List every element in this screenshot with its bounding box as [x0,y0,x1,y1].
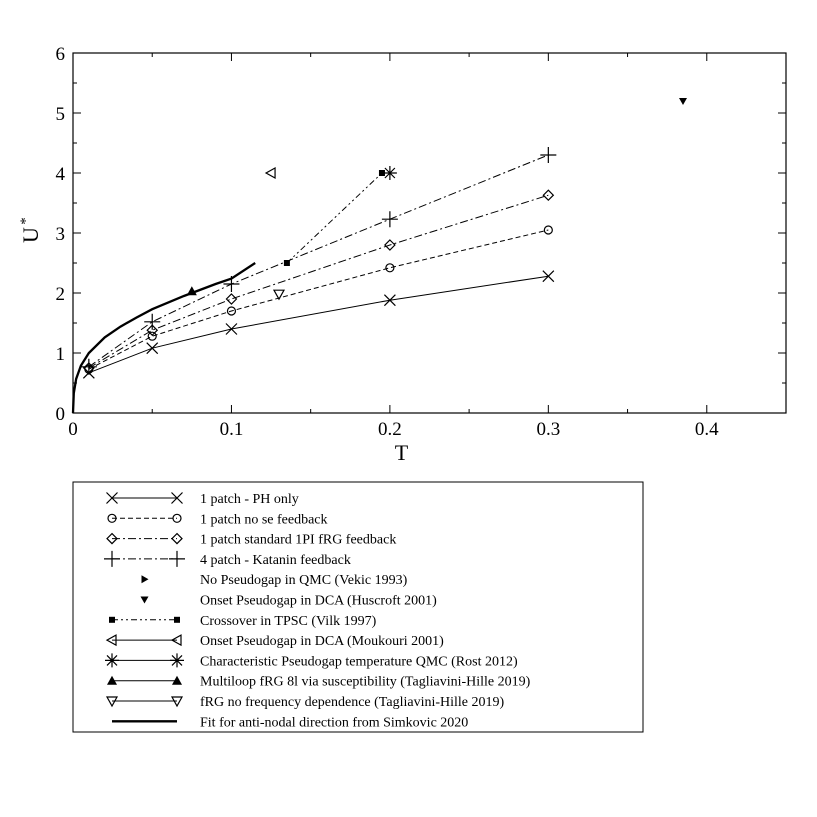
axes [18,44,786,465]
data-point [543,190,553,200]
data-point [266,168,275,178]
x-tick-label: 0.1 [219,419,244,440]
x-tick-label: 0.2 [378,419,402,440]
legend-label: Multiloop fRG 8l via susceptibility (Tagliavini-Hille 2019) [200,674,531,690]
y-axis-title-superscript: * [18,217,34,225]
plot-area [73,98,687,413]
y-axis-title: U [18,227,43,243]
data-point [386,264,394,272]
x-tick-label: 0 [68,419,78,440]
series-5 [679,98,687,105]
legend-label: 1 patch standard 1PI fRG feedback [200,532,397,548]
data-point [384,295,395,306]
legend-label: No Pseudogap in QMC (Vekic 1993) [200,573,408,589]
series-0 [83,271,553,379]
legend-label: Fit for anti-nodal direction from Simkovic 2020 [200,715,469,731]
legend-label: 1 patch no se feedback [200,512,328,528]
series-7 [266,168,275,178]
data-point [540,147,556,163]
data-point [544,226,552,234]
y-tick-label: 2 [55,284,65,305]
data-point [382,211,398,227]
data-point [543,271,554,282]
data-point [226,294,236,304]
data-point [144,314,160,330]
series-line [89,230,548,369]
y-tick-label: 6 [55,44,65,65]
data-point [148,332,156,340]
legend-marker [170,653,184,667]
y-tick-label: 0 [55,404,65,425]
legend-label: fRG no frequency dependence (Tagliavini-Hille 2019) [200,695,505,710]
plot-frame [73,53,786,413]
legend-label: Onset Pseudogap in DCA (Huscroft 2001) [200,593,437,609]
y-tick-label: 5 [55,104,65,125]
legend-label: Onset Pseudogap in DCA (Moukouri 2001) [200,634,444,650]
legend-marker [109,617,115,623]
y-tick-label: 3 [55,224,65,245]
series-8 [383,166,397,180]
x-axis-title: T [394,440,409,465]
x-tick-label: 0.4 [694,419,719,440]
y-tick-label: 4 [55,164,65,185]
data-point [383,166,397,180]
legend-label: 1 patch - PH only [200,492,299,507]
x-tick-label: 0.3 [536,419,561,440]
legend-label: 4 patch - Katanin feedback [200,552,351,568]
data-point [147,343,158,354]
legend-label: Crossover in TPSC (Vilk 1997) [200,613,377,629]
legend-marker [105,653,119,667]
legend-label: Characteristic Pseudogap temperature QMC (Rost 2012) [200,654,518,670]
series-line [89,276,548,373]
data-point [284,260,290,266]
legend-marker [174,617,180,623]
data-point [679,98,687,105]
data-point [226,324,237,335]
series-line [287,173,382,263]
series-line [89,195,548,368]
y-tick-label: 1 [55,344,65,365]
legend [73,482,643,732]
series-line [89,155,548,367]
